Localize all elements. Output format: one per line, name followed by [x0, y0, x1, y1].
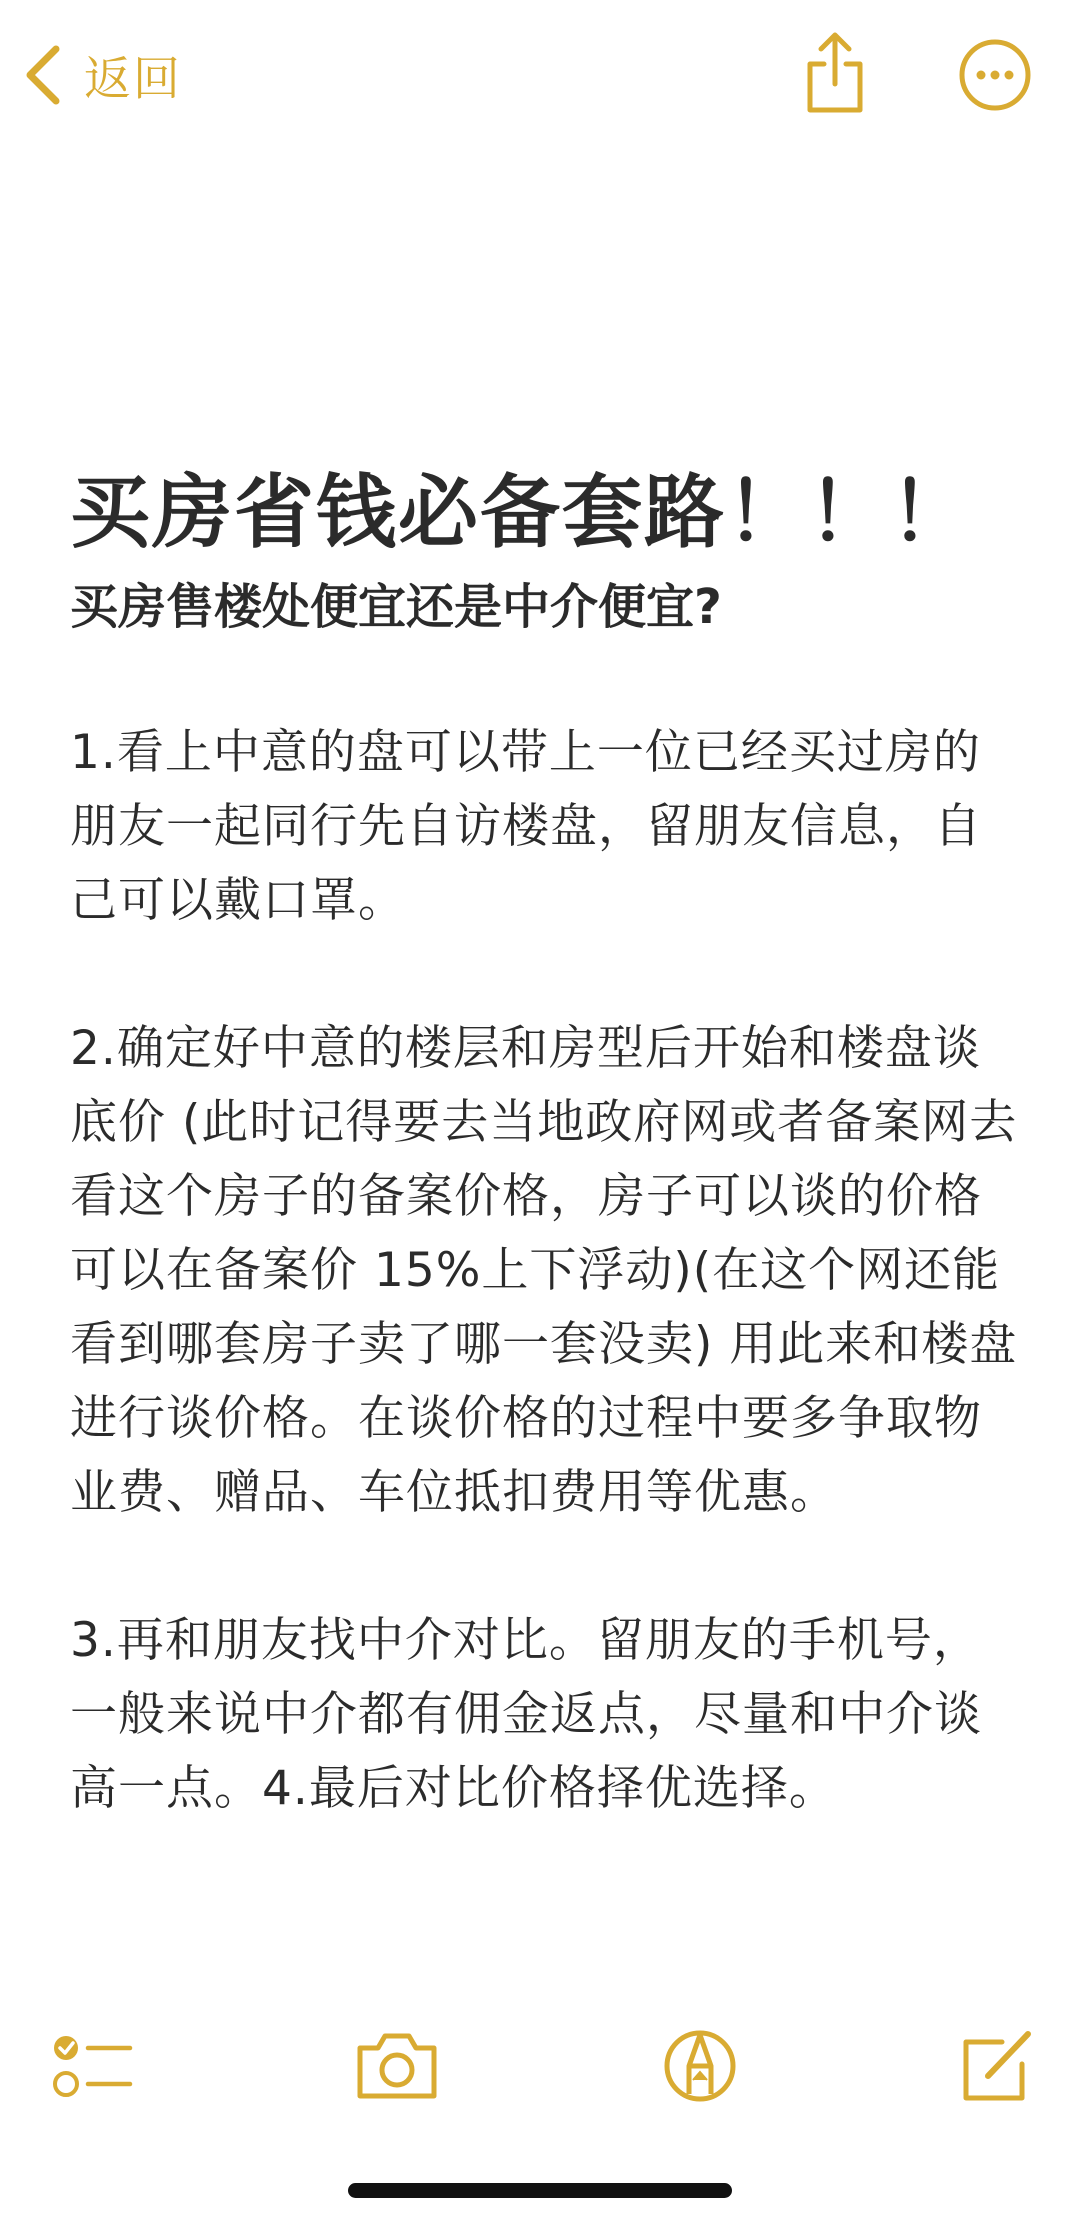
markup-pen-icon: [655, 2026, 745, 2106]
bottom-toolbar: [0, 2010, 1080, 2120]
compose-button[interactable]: [958, 2026, 1048, 2106]
navigation-bar: [0, 0, 1080, 150]
share-button[interactable]: [800, 30, 870, 116]
note-subtitle: 买房售楼处便宜还是中介便宜?: [70, 579, 722, 635]
back-label: 返回: [84, 51, 182, 107]
checklist-button[interactable]: [50, 2026, 140, 2106]
more-button[interactable]: [958, 38, 1032, 112]
compose-icon: [958, 2026, 1048, 2106]
markup-button[interactable]: [655, 2026, 745, 2106]
note-paragraph: 1.看上中意的盘可以带上一位已经买过房的朋友一起同行先自访楼盘，留朋友信息，自己可以戴口罩。: [70, 725, 982, 928]
camera-icon: [352, 2026, 442, 2106]
note-paragraph: 2.确定好中意的楼层和房型后开始和楼盘谈底价 (此时记得要去当地政府网或者备案网去看这个房子的备案价格，房子可以谈的价格可以在备案价 15%上下浮动)(在这个网还能看到哪套房子卖了哪一套没卖) 用此来和楼盘进行谈价格。在谈价格的过程中要多争取物业费、赠品、车位抵扣费用等优惠。: [70, 1021, 1018, 1520]
note-title: 买房省钱必备套路！！！: [70, 466, 972, 559]
more-icon: [958, 38, 1032, 112]
checklist-icon: [50, 2026, 140, 2106]
note-content[interactable]: [70, 458, 1020, 1826]
home-indicator[interactable]: [348, 2183, 732, 2198]
note-paragraph: 3.再和朋友找中介对比。留朋友的手机号，一般来说中介都有佣金返点，尽量和中介谈高一点。4.最后对比价格择优选择。: [70, 1613, 982, 1816]
share-icon: [800, 30, 870, 116]
camera-button[interactable]: [352, 2026, 442, 2106]
chevron-left-icon: [22, 43, 62, 107]
back-button[interactable]: [22, 38, 182, 112]
